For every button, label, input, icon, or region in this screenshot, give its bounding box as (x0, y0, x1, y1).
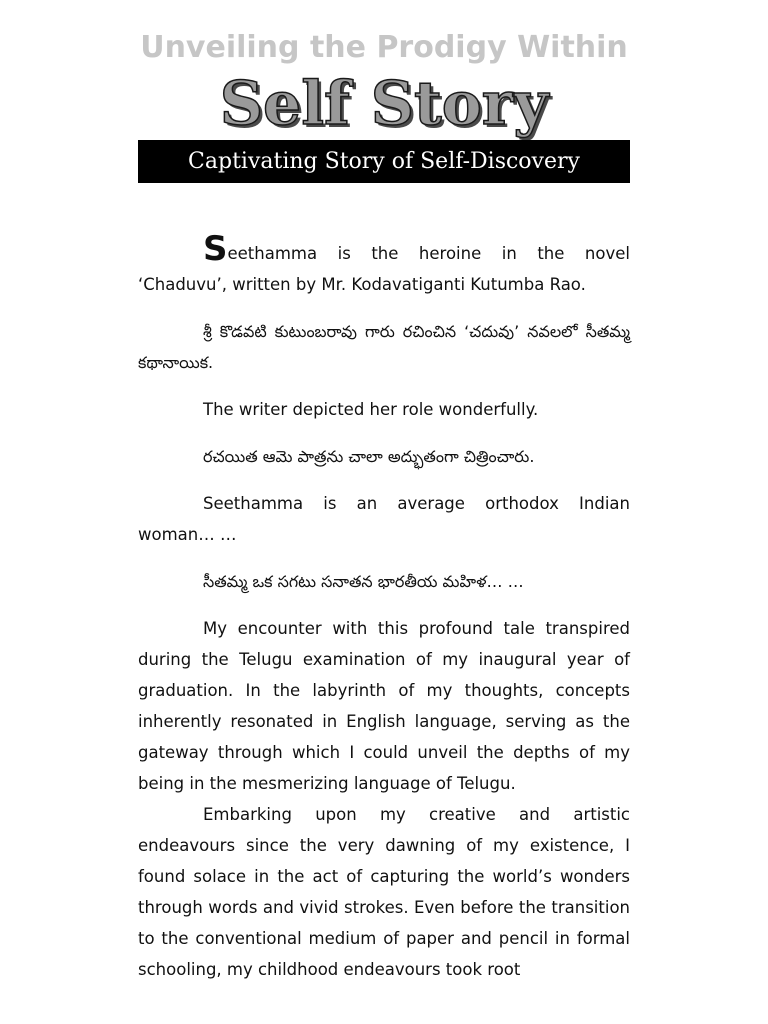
paragraph-intro (138, 229, 630, 300)
paragraph-encounter: My encounter with this profound tale transpired during the Telugu examination of my inaugural year of graduation. In the labyrinth of my thoughts, concepts inherently resonated in English language, serving as the gateway through which I could unveil the depths of my being in the mesmerizing language of Telugu. (138, 619, 630, 793)
paragraph-embarking: Embarking upon my creative and artistic endeavours since the very dawning of my existence, I found solace in the act of capturing the world’s wonders through words and vivid strokes. Even before the transition to the conventional medium of paper and pencil in formal schooling, my childhood endeavours took root (138, 805, 630, 979)
paragraph-writer: The writer depicted her role wonderfully. (203, 400, 539, 419)
book-title: Self Story (219, 69, 549, 139)
tagline: Unveiling the Prodigy Within (140, 30, 628, 65)
drop-cap: S (203, 229, 228, 269)
document-body (138, 229, 630, 985)
paragraph-writer-telugu: రచయిత ఆమె పాత్రను చాలా అద్భుతంగా చిత్రించారు. (203, 447, 535, 466)
paragraph-seethamma: Seethamma is an average orthodox Indian woman… … (138, 494, 630, 544)
subtitle-banner: Captivating Story of Self-Discovery (138, 140, 630, 183)
paragraph-intro-text: eethamma is the heroine in the novel ‘Chaduvu’, written by Mr. Kodavatiganti Kutumba Rao. (138, 244, 630, 294)
paragraph-seethamma-telugu: సీతమ్మ ఒక సగటు సనాతన భారతీయ మహిళ… … (203, 572, 524, 591)
paragraph-intro-telugu: శ్రీ కొడవటి కుటుంబరావు గారు రచించిన ‘చదువు’ నవలలో సీతమ్మ కథానాయిక. (138, 322, 630, 372)
